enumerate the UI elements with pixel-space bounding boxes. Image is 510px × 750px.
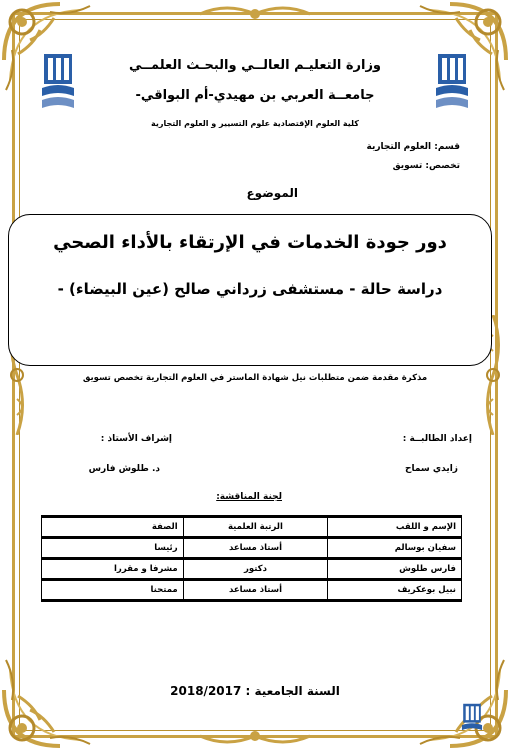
table-row [42,517,462,538]
jury-member-name: نبيل بوعكريف [328,580,462,601]
supervisor-name: د. طلوش فارس [88,464,160,474]
thesis-title: دور جودة الخدمات في الإرتقاء بالأداء الصحي [53,232,447,253]
student-name: زايدي سماح [405,464,458,474]
jury-header-rank: الرتبة العلمية [183,517,328,538]
jury-header-role: الصفة [42,517,184,538]
jury-member-rank: دكتور [183,559,328,580]
jury-member-name: فارس طلوش [328,559,462,580]
jury-table [41,515,462,602]
jury-member-rank: أستاذ مساعد [183,580,328,601]
subject-label: الموضوع [246,186,298,200]
jury-member-name: سفيان بوسالم [328,538,462,559]
jury-member-role: مشرفا و مقررا [42,559,184,580]
top-ornament-icon [200,2,310,24]
faculty-name: كلية العلوم الإقتصادية علوم التسيير و العلوم التجارية [151,119,359,128]
jury-member-rank: أستاذ مساعد [183,538,328,559]
supervisor-label: إشراف الأستاذ : [100,434,172,444]
jury-member-role: ممتحنا [42,580,184,601]
memo-note: مذكرة مقدمة ضمن متطلبات نيل شهادة الماستر في العلوم التجارية تخصص تسويق [82,373,428,383]
university-logo-icon [458,700,486,744]
table-row [42,580,462,601]
corner-ornament-icon [0,654,96,750]
prepared-by-label: إعداد الطالبــة : [402,434,472,444]
university-name: جامعــة العربي بن مهيدي-أم البواقي- [135,88,375,103]
specialty: تخصص: تسويق [392,161,460,171]
table-row [42,559,462,580]
bottom-ornament-icon [200,726,310,748]
thesis-subtitle: دراسة حالة - مستشفى زرداني صالح (عين البيضاء) - [57,280,443,298]
jury-title: لجنة المناقشة: [216,492,282,502]
jury-member-role: رئيسا [42,538,184,559]
jury-header-name: الإسم و اللقب [328,517,462,538]
academic-year: السنة الجامعية : 2018/2017 [170,684,340,698]
ministry-name: وزارة التعليـم العالــي والبحـث العلمــي [128,58,382,73]
department: قسم: العلوم التجارية [366,142,460,152]
title-box [8,214,492,366]
table-row [42,538,462,559]
